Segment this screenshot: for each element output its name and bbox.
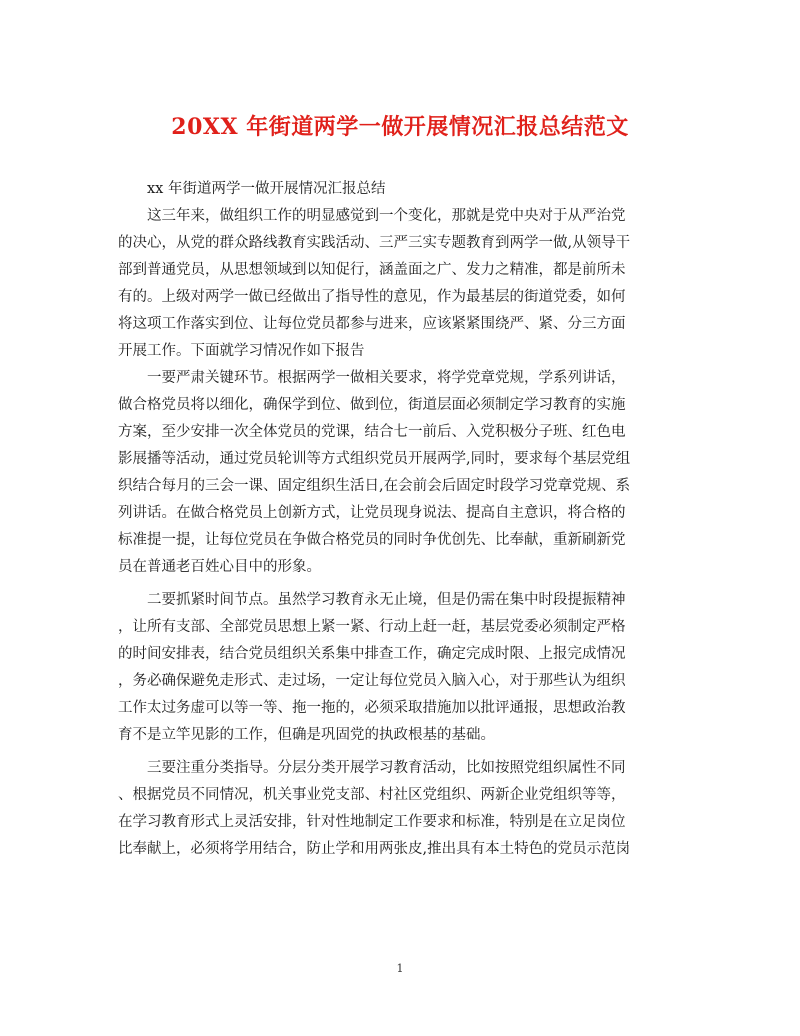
text-line: 做合格党员将以细化，确保学到位、做到位，街道层面必须制定学习教育的实施 [118, 397, 626, 413]
text-line: 工作太过务虚可以等一等、拖一拖的，必须采取措施加以批评通报，思想政治教 [118, 700, 626, 716]
paragraph [118, 176, 686, 203]
text-line: 列讲话。在做合格党员上创新方式，让党员现身说法、提高自主意识，将合格的 [118, 505, 626, 521]
text-line: 方案，至少安排一次全体党员的党课，结合七一前后、入党积极分子班、红色电 [118, 424, 626, 440]
text-line: 的决心，从党的群众路线教育实践活动、三严三实专题教育到两学一做,从领导干 [118, 235, 631, 251]
text-line: ，务必确保避免走形式、走过场，一定让每位党员入脑入心，对于那些认为组织 [118, 673, 626, 689]
paragraph [118, 755, 686, 863]
text-line: 三要注重分类指导。分层分类开展学习教育活动，比如按照党组织属性不同 [118, 760, 626, 776]
text-line: 开展工作。下面就学习情况作如下报告 [118, 343, 365, 359]
text-line: 一要严肃关键环节。根据两学一做相关要求，将学党章党规，学系列讲话， [118, 370, 626, 386]
text-line: 标准提一提，让每位党员在争做合格党员的同时争优创先、比奉献，重新刷新党 [118, 532, 626, 548]
document-body [118, 176, 686, 863]
document-title: 20XX 年街道两学一做开展情况汇报总结范文 [171, 114, 629, 140]
text-line: 织结合每月的三会一课、固定组织生活日,在会前会后固定时段学习党章党规、系 [118, 478, 631, 494]
paragraph [118, 203, 686, 365]
paragraph [118, 587, 686, 749]
text-line: 影展播等活动，通过党员轮训等方式组织党员开展两学,同时，要求每个基层党组 [118, 451, 631, 467]
paragraph [118, 365, 686, 581]
text-line: 将这项工作落实到位、让每位党员都参与进来，应该紧紧围绕严、紧、分三方面 [118, 316, 626, 332]
text-line: 在学习教育形式上灵活安排，针对性地制定工作要求和标准，特别是在立足岗位 [118, 814, 626, 830]
text-line: 有的。上级对两学一做已经做出了指导性的意见，作为最基层的街道党委，如何 [118, 289, 626, 305]
text-line: xx 年街道两学一做开展情况汇报总结 [118, 181, 386, 197]
text-line: ，让所有支部、全部党员思想上紧一紧、行动上赶一赶，基层党委必须制定严格 [118, 619, 626, 635]
text-line: 二要抓紧时间节点。虽然学习教育永无止境，但是仍需在集中时段提振精神 [118, 592, 626, 608]
text-line: 部到普通党员，从思想领域到以知促行，涵盖面之广、发力之精准，都是前所未 [118, 262, 626, 278]
page-number: 1 [396, 962, 404, 975]
text-line: 、根据党员不同情况，机关事业党支部、村社区党组织、两新企业党组织等等， [118, 787, 626, 803]
text-line: 员在普通老百姓心目中的形象。 [118, 559, 321, 575]
text-line: 这三年来，做组织工作的明显感觉到一个变化，那就是党中央对于从严治党 [118, 208, 626, 224]
text-line: 育不是立竿见影的工作，但确是巩固党的执政根基的基础。 [118, 727, 495, 743]
text-line: 比奉献上，必须将学用结合，防止学和用两张皮,推出具有本土特色的党员示范岗 [118, 841, 631, 857]
text-line: 的时间安排表，结合党员组织关系集中排查工作，确定完成时限、上报完成情况 [118, 646, 626, 662]
